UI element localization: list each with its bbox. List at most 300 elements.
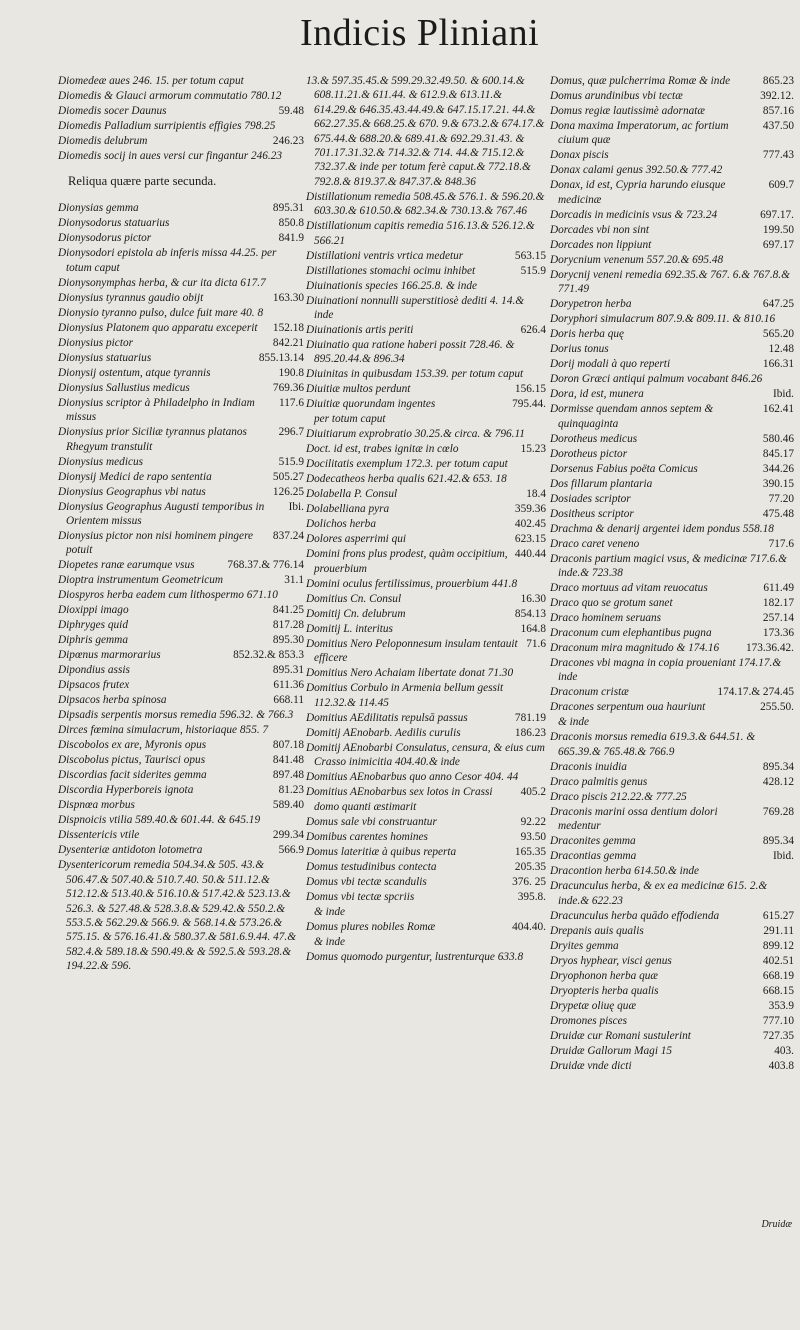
index-entry (550, 760, 794, 774)
entry-text: Dolichos herba (306, 518, 376, 531)
entry-text: Dispnœa morbus (58, 799, 135, 812)
index-entry (306, 950, 546, 964)
entry-text: Doron Græci antiqui palmum vocabant 846.26 (550, 373, 763, 386)
entry-text: Dioptra instrumentum Geometricum (58, 574, 224, 587)
entry-reference: 12.48 (768, 343, 794, 356)
entry-reference: 857.16 (762, 105, 794, 117)
index-entry (550, 849, 794, 863)
index-entry (58, 216, 304, 230)
index-entry (306, 294, 546, 323)
entry-text: Dionysio tyranno pulso, dulce fuit mare 40. 8 (58, 306, 264, 319)
index-entry (550, 223, 794, 237)
index-entry (550, 999, 794, 1013)
entry-text: Diopetes ranæ earumque vsus (58, 559, 195, 572)
entry-text: Domus, quæ pulcherrima Romæ & inde (550, 75, 731, 87)
index-entry (58, 306, 304, 320)
index-entry (58, 708, 304, 722)
index-entry (550, 1029, 794, 1043)
index-entry (306, 74, 546, 189)
index-entry (58, 381, 304, 395)
entry-text: Draco hominem seruans (550, 612, 662, 625)
entry-reference: Ibi. (288, 500, 304, 513)
index-entry (58, 500, 304, 529)
entry-list (58, 74, 304, 974)
entry-reference: 126.25 (272, 485, 304, 498)
entry-reference: 668.11 (273, 694, 304, 707)
entry-reference: 359.36 (514, 503, 546, 516)
index-entry (306, 472, 546, 486)
index-entry (58, 529, 304, 558)
entry-reference: 777.10 (762, 1014, 794, 1027)
entry-text: Dissentericis vtile (58, 829, 140, 842)
index-entry (306, 890, 546, 904)
index-entry (550, 805, 794, 834)
index-entry (550, 522, 794, 536)
entry-reference: 296.7 (278, 426, 304, 439)
index-column-2 (306, 74, 546, 965)
entry-text: Discordia Hyperboreis ignota (58, 784, 194, 797)
entry-text: Domitij Cn. delubrum (306, 607, 406, 620)
index-entry (58, 723, 304, 737)
entry-reference: 190.8 (278, 366, 304, 379)
index-entry (58, 246, 304, 275)
entry-reference: 93.50 (520, 830, 546, 843)
entry-text: Dipsadis serpentis morsus remedia 596.32. & 766.3 (58, 709, 294, 722)
index-entry (58, 74, 304, 88)
index-entry (550, 104, 794, 118)
entry-text: Dirces fœmina simulacrum, historiaque 855. 7 (58, 724, 269, 737)
entry-reference: 344.26 (762, 462, 794, 475)
entry-text: Dracontion herba 614.50.& inde (550, 865, 700, 878)
entry-text: Diomedis Palladium surripientis effigies 798.25 (58, 120, 276, 132)
entry-text: Dolores asperrimi qui (306, 533, 407, 546)
entry-reference: 852.32.& 853.3 (233, 649, 304, 662)
index-entry (306, 547, 546, 576)
entry-text: Diuinationi nonnulli superstitiosè dediti 4. 14.& inde (306, 294, 525, 322)
entry-text: Docilitatis exemplum 172.3. per totum caput (306, 458, 508, 471)
entry-text: Druidæ Gallorum Magi 15 (550, 1044, 673, 1057)
index-entry (306, 592, 546, 606)
entry-text: Domus regiæ lautissimè adornatæ (550, 105, 705, 117)
entry-text: Domus testudinibus contecta (306, 860, 437, 873)
entry-text: Draco piscis 212.22.& 777.25 (550, 790, 687, 803)
entry-text: Domus sale vbi construantur (306, 815, 437, 828)
index-entry (58, 738, 304, 752)
entry-reference: 626.4 (520, 324, 546, 337)
entry-reference: 405.2 (520, 786, 546, 799)
index-entry (550, 879, 794, 908)
entry-text: Draconis inuidia (550, 760, 627, 773)
entry-reference: 845.17 (762, 447, 794, 460)
entry-reference: 152.18 (272, 321, 304, 334)
entry-text: Diomedis socij in aues versi cur fingantur 246.23 (58, 150, 283, 162)
index-entry (550, 74, 794, 88)
index-entry (550, 969, 794, 983)
index-entry (306, 577, 546, 591)
entry-text: 13.& 597.35.45.& 599.29.32.49.50. & 600.14.& 608.11.21.& 611.44. & 612.9.& 613.11.& 614.29.& 646.35.43.44.49.& 647.15.17.21. 44.& 662.27.35.& 668.25.& 670. 9.& 673.2.& 674.17.& 675.44.& 688.20.& 689.41.& 692.29.31.43. & 701.17.31.32.& 714.32.& 714. 44.& 715.12.& 732.37.& inde per totum ferè caput.& 772.18.& 792.8.& 819.37.& 847.37.& 848.36 (306, 75, 545, 188)
index-entry (550, 342, 794, 356)
entry-reference: 565.20 (762, 328, 794, 341)
index-entry (550, 656, 794, 685)
entry-reference: 854.13 (514, 607, 546, 620)
entry-text: Diomedis socer Daunus (58, 105, 167, 117)
entry-text: Dionysius pictor non nisi hominem pingere potuit (58, 530, 254, 557)
index-column-3 (550, 74, 794, 1074)
entry-text: Dodecatheos herba qualis 621.42.& 653. 18 (306, 473, 507, 486)
index-entry (306, 382, 546, 396)
index-entry (306, 279, 546, 293)
entry-text: Domus lateritiæ à quibus reperta (306, 845, 457, 858)
entry-reference: 841.48 (272, 754, 304, 767)
entry-text: Draco mortuus ad vitam reuocatus (550, 582, 708, 595)
entry-reference: 390.15 (762, 477, 794, 490)
entry-text: Domitij AEnobarbi Consulatus, censura, & eius cum Crasso inimicitia 404.40.& inde (306, 741, 545, 769)
entry-reference: 841.9 (278, 232, 304, 245)
entry-reference: 850.8 (278, 217, 304, 230)
index-entry (58, 603, 304, 617)
entry-reference: 895.31 (272, 202, 304, 215)
entry-text: Dionysius prior Siciliæ tyrannus platanos Rhegyum transtulit (58, 426, 247, 453)
index-entry (58, 588, 304, 602)
entry-text: Diuitiarum exprobratio 30.25.& circa. & 796.11 (306, 428, 525, 441)
index-entry (58, 425, 304, 454)
index-entry (306, 502, 546, 516)
entry-text: Dorycnium venenum 557.20.& 695.48 (550, 253, 724, 266)
entry-text: Dipondius assis (58, 664, 130, 677)
entry-reference: 609.7 (768, 179, 794, 192)
index-entry (550, 596, 794, 610)
entry-text: Dorij modali à quo reperti (550, 358, 671, 371)
index-entry (550, 163, 794, 177)
index-entry (550, 685, 794, 699)
entry-text: Domitius AEnobarbus quo anno Cesor 404. 44 (306, 771, 519, 784)
index-entry (550, 1044, 794, 1058)
index-entry (306, 323, 546, 337)
entry-text: Diuinationis artis periti (306, 324, 414, 337)
entry-text: Distillationes stomachi ocimu inhibet (306, 264, 476, 277)
entry-reference: 31.1 (284, 574, 304, 587)
entry-text: Diomedis & Glauci armorum commutatio 780.12 (58, 90, 282, 102)
entry-reference: 615.27 (762, 909, 794, 922)
entry-reference: 71.6 (526, 637, 546, 650)
index-entry (550, 552, 794, 581)
index-entry (58, 573, 304, 587)
entry-text: Dionysius Platonem quo apparatu exceperit (58, 321, 258, 334)
entry-reference: 727.35 (762, 1029, 794, 1042)
entry-reference: 77.20 (768, 492, 794, 505)
entry-text: Diuitiæ multos perdunt (306, 383, 411, 396)
entry-text: Domus vbi tectæ scandulis (306, 875, 427, 888)
entry-text: Draconites gemma (550, 835, 636, 848)
index-entry (306, 457, 546, 471)
index-entry (58, 858, 304, 973)
index-entry (306, 190, 546, 219)
index-entry (58, 678, 304, 692)
entry-text: Drepanis auis qualis (550, 924, 644, 937)
entry-reference: 81.23 (278, 784, 304, 797)
entry-reference: 697.17. (760, 208, 794, 221)
entry-reference: 769.36 (272, 381, 304, 394)
entry-text: Draconum mira magnitudo & 174.16 (550, 642, 720, 655)
index-entry (58, 104, 304, 118)
entry-text: Domus quomodo purgentur, lustrenturque 633.8 (306, 950, 524, 963)
entry-text: Dionysodori epistola ab inferis missa 44.25. per totum caput (58, 247, 277, 274)
index-entry (306, 860, 546, 874)
index-entry (306, 935, 546, 949)
index-entry (306, 905, 546, 919)
entry-text: Dionysias gemma (58, 202, 139, 215)
entry-text: Doris herba quę (550, 328, 625, 341)
index-entry (58, 558, 304, 572)
index-entry (550, 641, 794, 655)
entry-reference: 392.12. (760, 90, 794, 102)
index-entry (306, 219, 546, 248)
index-entry (550, 402, 794, 431)
index-entry (306, 845, 546, 859)
entry-text: Domitij AEnobarb. Aedilis curulis (306, 726, 461, 739)
entry-text: Dryos hyphear, visci genus (550, 954, 672, 967)
entry-text: Draconis morsus remedia 619.3.& 644.51. & 665.39.& 765.48.& 766.9 (550, 731, 756, 758)
entry-text: Diuinationis species 166.25.8. & inde (306, 279, 478, 292)
index-entry (58, 470, 304, 484)
index-entry (550, 700, 794, 714)
index-entry (550, 327, 794, 341)
index-entry (306, 875, 546, 889)
entry-text: Draconum cum elephantibus pugna (550, 627, 712, 640)
entry-text: Dorsenus Fabius poëta Comicus (550, 462, 698, 475)
index-entry (58, 321, 304, 335)
index-entry (550, 790, 794, 804)
entry-text: Dionysius statuarius (58, 351, 152, 364)
index-entry (58, 648, 304, 662)
index-entry (550, 238, 794, 252)
entry-text: Druidæ vnde dicti (550, 1059, 632, 1072)
entry-text: Dracunculus herba quādo effodienda (550, 909, 720, 922)
entry-reference: 15.23 (520, 443, 546, 456)
index-entry (58, 813, 304, 827)
index-entry (550, 984, 794, 998)
entry-reference: 353.9 (768, 999, 794, 1012)
entry-reference: 855.13.14 (258, 351, 304, 364)
entry-text: Dracunculus herba, & ex ea medicinæ 615. 2.& inde.& 622.23 (550, 880, 768, 907)
entry-reference: 291.11 (763, 924, 794, 937)
entry-reference: 428.12 (762, 775, 794, 788)
index-entry (550, 447, 794, 461)
entry-text: Diuinitas in quibusdam 153.39. per totum caput (306, 368, 524, 381)
entry-text: Domus plures nobiles Romæ (306, 920, 436, 933)
index-entry (550, 834, 794, 848)
entry-reference: 162.41 (762, 403, 794, 416)
entry-text: Dorcades vbi non sint (550, 223, 650, 236)
entry-reference: 515.9 (278, 455, 304, 468)
index-entry (58, 633, 304, 647)
entry-text: Dioxippi imago (58, 604, 129, 617)
entry-reference: Ibid. (772, 388, 794, 401)
index-entry (306, 397, 546, 411)
index-entry (550, 387, 794, 401)
entry-reference: 199.50 (762, 223, 794, 236)
entry-text: per totum caput (314, 413, 386, 426)
index-entry (306, 338, 546, 367)
entry-text: Donax, id est, Cypria harundo eiusque medicinæ (550, 179, 726, 206)
index-entry (550, 924, 794, 938)
entry-reference: 611.49 (763, 582, 794, 595)
index-entry (550, 1059, 794, 1073)
entry-text: Distillationum capitis remedia 516.13.& 526.12.& 566.21 (306, 220, 535, 247)
entry-text: Dorotheus pictor (550, 447, 628, 460)
entry-text: Diuinatio qua ratione haberi possit 728.46. & 895.20.44.& 896.34 (306, 339, 515, 366)
entry-reference: 163.30 (272, 291, 304, 304)
index-entry (550, 119, 794, 148)
entry-text: Distillationum remedia 508.45.& 576.1. & 596.20.& 603.30.& 610.50.& 682.34.& 730.13.& 767.46 (306, 190, 545, 218)
entry-reference: 795.44. (512, 398, 546, 411)
entry-reference: 255.50. (760, 701, 794, 714)
index-entry (550, 507, 794, 521)
entry-reference: 402.45 (514, 518, 546, 531)
index-entry (550, 730, 794, 759)
index-entry (58, 828, 304, 842)
index-entry (58, 89, 304, 103)
index-entry (58, 843, 304, 857)
index-entry (306, 666, 546, 680)
entry-text: Diomedeæ aues 246. 15. per totum caput (58, 75, 244, 87)
section-heading: Reliqua quære parte secunda. (68, 174, 217, 189)
index-entry (306, 920, 546, 934)
index-entry (306, 681, 546, 710)
entry-reference: 92.22 (520, 815, 546, 828)
entry-text: Dionysodorus pictor (58, 232, 152, 245)
entry-reference: 865.23 (762, 75, 794, 87)
entry-reference: 589.40 (272, 799, 304, 812)
entry-text: Domitius Cn. Consul (306, 592, 402, 605)
index-column-1 (58, 74, 304, 974)
entry-text: Domitius Nero Achaiam libertate donat 71.30 (306, 667, 514, 680)
entry-text: Dysenteriæ antidoton lotometra (58, 844, 203, 857)
index-entry (306, 249, 546, 263)
index-entry (306, 412, 546, 426)
index-entry (306, 830, 546, 844)
entry-reference: 668.19 (762, 969, 794, 982)
entry-text: Dipsacos herba spinosa (58, 694, 167, 707)
entry-reference: 205.35 (514, 860, 546, 873)
entry-text: Draco quo se grotum sanet (550, 597, 673, 610)
entry-reference: 403. (774, 1044, 794, 1057)
entry-reference: 515.9 (520, 264, 546, 277)
index-entry (306, 622, 546, 636)
entry-reference: 897.48 (272, 769, 304, 782)
index-entry (550, 432, 794, 446)
index-entry (58, 753, 304, 767)
index-entry (550, 537, 794, 551)
entry-text: Doct. id est, trabes ignitæ in cœlo (306, 443, 459, 456)
entry-text: Dracones vbi magna in copia proueniant 174.17.& inde (550, 657, 782, 684)
index-entry (58, 149, 304, 163)
entry-text: Discobolus pictus, Taurisci opus (58, 754, 206, 767)
entry-text: Diospyros herba eadem cum lithospermo 671.10 (58, 589, 278, 602)
index-entry (58, 783, 304, 797)
index-entry (550, 715, 794, 729)
entry-reference: 580.46 (762, 432, 794, 445)
entry-text: Dionysij ostentum, atque tyrannis (58, 366, 211, 379)
index-entry (550, 462, 794, 476)
entry-text: Dionysij Medici de rapo sententia (58, 470, 212, 483)
entry-reference: 404.40. (512, 920, 546, 933)
index-entry (58, 336, 304, 350)
entry-reference: 166.31 (762, 358, 794, 371)
index-entry (58, 134, 304, 148)
entry-text: & inde (314, 905, 346, 918)
entry-text: Diomedis delubrum (58, 135, 148, 147)
index-entry (58, 485, 304, 499)
entry-text: Distillationi ventris vrtica medetur (306, 249, 464, 262)
entry-text: Domitius AEnobarbus sex lotos in Crassi domo quanti æstimarit (306, 786, 493, 813)
entry-text: Domini frons plus prodest, quàm occipitium, prouerbium (306, 548, 508, 575)
entry-reference: 895.30 (272, 634, 304, 647)
entry-text: Dionysius tyrannus gaudio obijt (58, 291, 204, 304)
entry-text: Dorcades non lippiunt (550, 238, 652, 251)
entry-text: Dosiades scriptor (550, 492, 631, 505)
entry-text: Dracontias gemma (550, 850, 637, 863)
entry-reference: 395.8. (517, 890, 546, 903)
entry-text: Dorius tonus (550, 343, 609, 356)
entry-text: Draco caret veneno (550, 537, 640, 550)
index-entry (550, 939, 794, 953)
entry-reference: 440.44 (514, 548, 546, 561)
entry-reference: 899.12 (762, 939, 794, 952)
entry-reference: 156.15 (514, 383, 546, 396)
entry-text: Domitius Nero Peloponnesum insulam tentauit efficere (306, 637, 518, 665)
entry-reference: 769.28 (762, 805, 794, 818)
entry-text: Dipsacos frutex (58, 679, 130, 692)
entry-text: Dolabelliana pyra (306, 503, 390, 516)
entry-text: Draco palmitis genus (550, 775, 648, 788)
entry-text: Draconis partium magici vsus, & medicinæ 717.6.& inde.& 723.38 (550, 552, 787, 580)
entry-reference: 777.43 (762, 149, 794, 162)
entry-reference: 299.34 (272, 829, 304, 842)
entry-reference: 16.30 (520, 592, 546, 605)
entry-text: Dorotheus medicus (550, 432, 638, 445)
entry-text: Dionysonymphas herba, & cur ita dicta 617.7 (58, 276, 266, 289)
entry-text: Druidæ cur Romani sustulerint (550, 1029, 691, 1042)
entry-text: Dionysodorus statuarius (58, 217, 170, 230)
index-entry (306, 711, 546, 725)
index-entry (306, 637, 546, 666)
entry-reference: 437.50 (762, 120, 794, 132)
index-entry (58, 693, 304, 707)
index-entry (306, 442, 546, 456)
index-entry (58, 119, 304, 133)
entry-reference: 647.25 (762, 298, 794, 311)
index-entry (550, 178, 794, 207)
entry-reference: 164.8 (520, 622, 546, 635)
entry-text: Domitius AEdilitatis repulsā passus (306, 711, 468, 724)
index-entry (550, 297, 794, 311)
index-entry (306, 487, 546, 501)
entry-text: Dryites gemma (550, 939, 619, 952)
index-entry (550, 253, 794, 267)
index-entry (58, 663, 304, 677)
entry-reference: 376. 25 (512, 875, 546, 888)
entry-text: Draconis marini ossa dentium dolori medentur (550, 805, 718, 833)
entry-text: Donax calami genus 392.50.& 777.42 (550, 164, 723, 177)
entry-text: Dionysius Sallustius medicus (58, 381, 190, 394)
running-head: Indicis Pliniani (300, 12, 540, 54)
index-entry (58, 291, 304, 305)
index-entry (58, 366, 304, 380)
entry-reference: 837.24 (272, 530, 304, 543)
entry-reference: 505.27 (272, 470, 304, 483)
index-entry (306, 785, 546, 814)
